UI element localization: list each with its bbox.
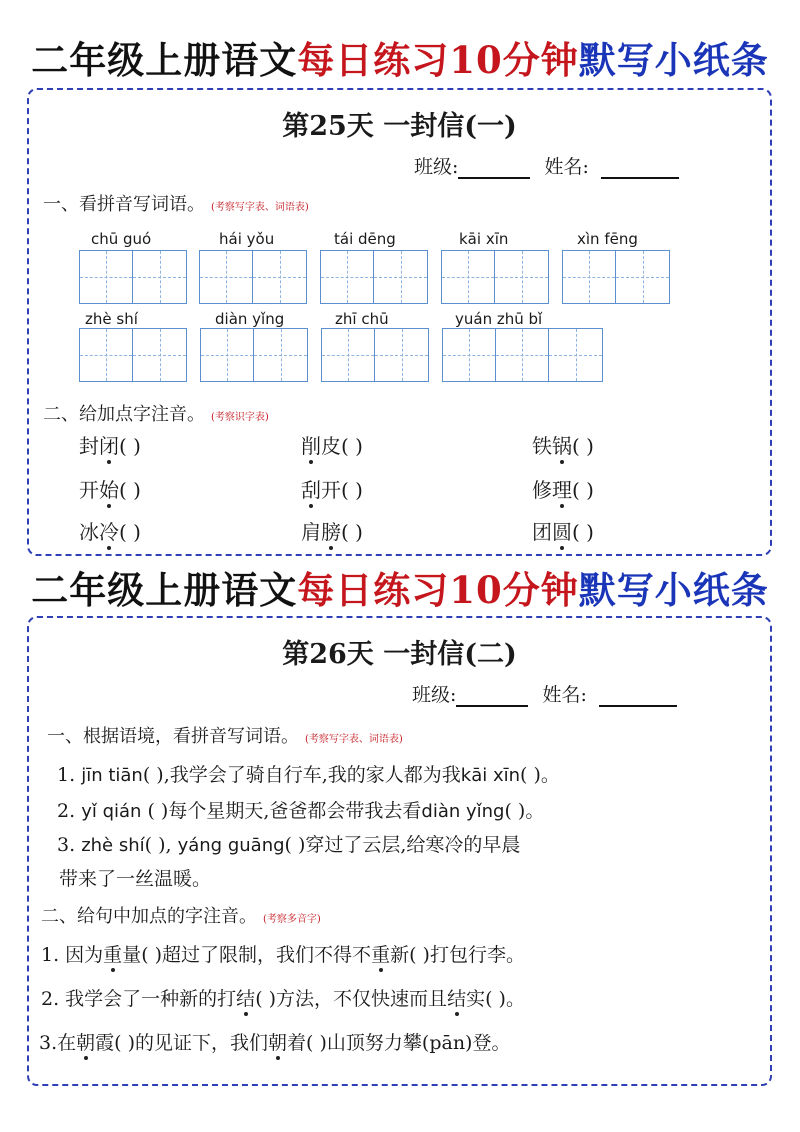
phonetic-item[interactable]: 肩膀( ) — [301, 516, 363, 545]
writing-grid[interactable] — [441, 250, 549, 304]
page-title: 第25天 一封信(一) — [282, 111, 517, 142]
pinyin-label: tái dēng — [334, 230, 396, 248]
section1-note: (考察写字表、词语表) — [305, 733, 403, 745]
class-name-row — [414, 152, 679, 179]
writing-grid[interactable] — [199, 250, 307, 304]
banner-part1: 二年级上册语文 — [31, 568, 298, 612]
sentence-3[interactable]: 3. zhè shí( ), yáng guāng( )穿过了云层,给寒冷的早晨 — [57, 834, 521, 856]
section1-heading: 一、看拼音写词语。 (考察写字表、词语表) — [43, 194, 309, 215]
class-label: 班级: — [412, 684, 457, 706]
phonetic-item[interactable]: 冰冷( ) — [79, 516, 141, 545]
class-blank[interactable] — [456, 687, 528, 707]
section2-note: (考察多音字) — [263, 913, 321, 925]
pinyin-label: hái yǒu — [219, 230, 275, 248]
banner-middle — [0, 568, 800, 612]
writing-grid[interactable] — [79, 250, 187, 304]
name-blank[interactable] — [599, 687, 677, 707]
phonetic-item[interactable]: 开始( ) — [79, 474, 141, 503]
phonetic-item[interactable]: 封闭( ) — [79, 430, 141, 459]
pinyin-label: xìn fēng — [577, 230, 638, 248]
banner-part3: 默写小纸条 — [578, 568, 769, 612]
polyphone-sentence-2[interactable]: 2. 我学会了一种新的打结( )方法，不仅快速而且结实( )。 — [41, 984, 525, 1011]
banner-top — [0, 38, 800, 82]
banner-part2: 每日练习10分钟 — [297, 568, 579, 612]
name-label: 姓名: — [542, 684, 587, 706]
phonetic-item[interactable]: 铁锅( ) — [532, 430, 594, 459]
writing-grid[interactable] — [79, 328, 187, 382]
class-name-row — [412, 680, 677, 707]
writing-grid[interactable] — [321, 328, 429, 382]
pinyin-label: diàn yǐng — [215, 310, 285, 328]
banner-part2: 每日练习10分钟 — [297, 38, 579, 82]
phonetic-item[interactable]: 刮开( ) — [301, 474, 363, 503]
writing-grid[interactable] — [200, 328, 308, 382]
phonetic-item[interactable]: 修理( ) — [532, 474, 594, 503]
class-blank[interactable] — [458, 159, 530, 179]
page-title: 第26天 一封信(二) — [282, 639, 517, 670]
pinyin-label: zhè shí — [85, 310, 138, 328]
section1-note: (考察写字表、词语表) — [211, 201, 309, 213]
polyphone-sentence-3[interactable]: 3.在朝霞( )的见证下，我们朝着( )山顶努力攀(pān)登。 — [39, 1028, 510, 1055]
pinyin-label: chū guó — [91, 230, 152, 248]
section2-heading: 二、给句中加点的字注音。 (考察多音字) — [41, 906, 321, 927]
sentence-1[interactable]: 1. jīn tiān( ),我学会了骑自行车,我的家人都为我kāi xīn( )。 — [57, 764, 560, 786]
pinyin-label: yuán zhū bǐ — [455, 310, 543, 328]
banner-part1: 二年级上册语文 — [31, 38, 298, 82]
writing-grid[interactable] — [442, 328, 603, 382]
worksheet-day25 — [27, 88, 772, 556]
sentence-2[interactable]: 2. yǐ qián ( )每个星期天,爸爸都会带我去看diàn yǐng( )。 — [57, 800, 545, 822]
section1-heading: 一、根据语境，看拼音写词语。 (考察写字表、词语表) — [47, 726, 403, 747]
name-blank[interactable] — [601, 159, 679, 179]
polyphone-sentence-1[interactable]: 1. 因为重量( )超过了限制，我们不得不重新( )打包行李。 — [41, 940, 525, 967]
pinyin-label: kāi xīn — [459, 230, 509, 248]
writing-grid[interactable] — [320, 250, 428, 304]
name-label: 姓名: — [544, 156, 589, 178]
phonetic-item[interactable]: 团圆( ) — [532, 516, 594, 545]
banner-part3: 默写小纸条 — [578, 38, 769, 82]
sentence-3-continued: 带来了一丝温暖。 — [59, 868, 212, 890]
writing-grid[interactable] — [562, 250, 670, 304]
section2-note: (考察识字表) — [211, 411, 269, 423]
section2-heading: 二、给加点字注音。 (考察识字表) — [43, 404, 269, 425]
class-label: 班级: — [414, 156, 459, 178]
pinyin-label: zhī chū — [335, 310, 389, 328]
phonetic-item[interactable]: 削皮( ) — [301, 430, 363, 459]
worksheet-day26 — [27, 616, 772, 1086]
